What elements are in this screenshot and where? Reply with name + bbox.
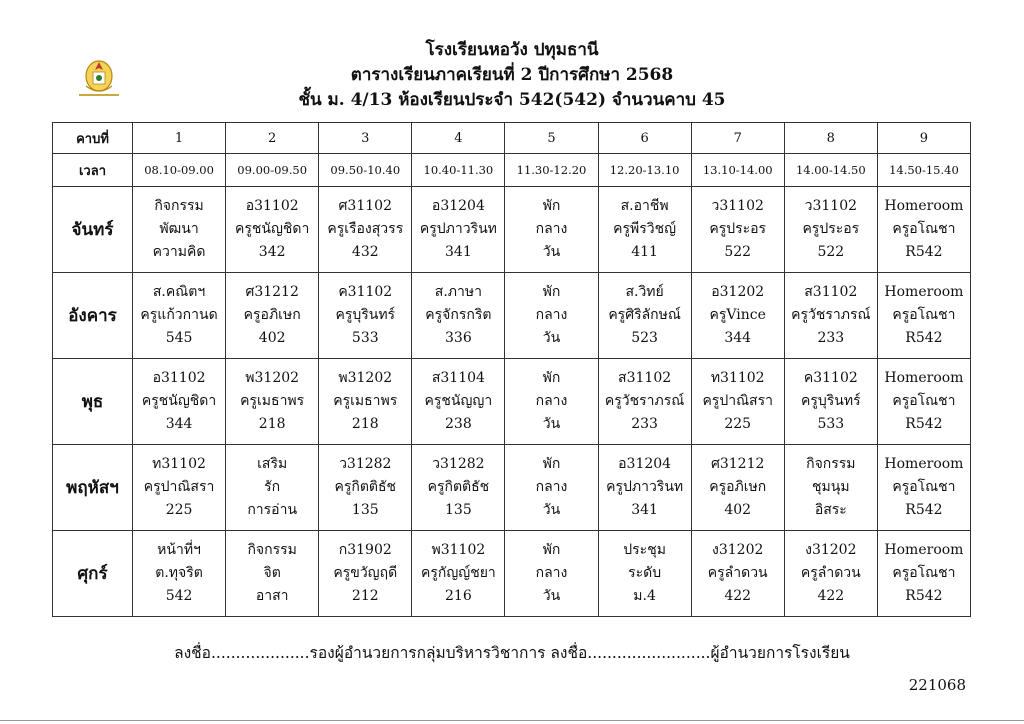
cell-line: ครูกิตติธัช (334, 479, 397, 495)
schedule-cell (412, 273, 505, 359)
period-label: คาบที่ (53, 123, 133, 154)
time-row (53, 154, 971, 187)
cell-line: อ31202 (711, 284, 765, 300)
cell-line: ครูลำดวน (707, 565, 768, 581)
schedule-cell (784, 187, 877, 273)
schedule-cell (505, 531, 598, 617)
schedule-cell (412, 445, 505, 531)
cell-line: กลาง (535, 565, 568, 581)
cell-line: Homeroom (884, 456, 964, 472)
schedule-cell (598, 187, 691, 273)
cell-line: 542 (165, 588, 193, 604)
cell-line: ครูจักรกริต (425, 307, 492, 323)
schedule-cell (133, 531, 226, 617)
cell-line: พัก (542, 370, 561, 386)
cell-line: พัก (542, 198, 561, 214)
period-time: 11.30-12.20 (505, 154, 598, 187)
schedule-cell (319, 273, 412, 359)
day-row (53, 273, 971, 359)
cell-line: ครูอโณชา (892, 393, 956, 409)
cell-line: ครูประอร (802, 221, 860, 237)
cell-line: ครูประอร (709, 221, 767, 237)
cell-line: วัน (542, 588, 561, 604)
cell-line: 342 (258, 244, 286, 260)
period-time: 09.00-09.50 (226, 154, 319, 187)
cell-line: R542 (905, 588, 943, 604)
cell-line: ครูบุรินทร์ (335, 307, 396, 323)
cell-line: พ31202 (245, 370, 300, 386)
schedule-cell (505, 273, 598, 359)
cell-line: ครูอโณชา (892, 221, 956, 237)
cell-line: การอ่าน (247, 502, 298, 518)
cell-line: กลาง (535, 479, 568, 495)
cell-line: 135 (351, 502, 379, 518)
cell-line: อิสระ (814, 502, 847, 518)
cell-line: ว31102 (804, 198, 858, 214)
cell-line: พัก (542, 542, 561, 558)
day-name: จันทร์ (53, 187, 133, 273)
schedule-cell (691, 445, 784, 531)
schedule-cell (505, 445, 598, 531)
schedule-cell (319, 445, 412, 531)
period-number: 7 (691, 123, 784, 154)
cell-line: กิจกรรม (247, 542, 297, 558)
cell-line: ว31282 (432, 456, 485, 472)
cell-line: 402 (724, 502, 752, 518)
schedule-cell (877, 187, 970, 273)
cell-line: ครูอโณชา (892, 307, 956, 323)
cell-line: 233 (817, 330, 845, 346)
cell-line: Homeroom (884, 542, 964, 558)
cell-line: วัน (542, 502, 561, 518)
period-time: 10.40-11.30 (412, 154, 505, 187)
cell-line: อ31102 (152, 370, 206, 386)
cell-line: ส.ภาษา (434, 284, 482, 300)
cell-line: ว31282 (339, 456, 392, 472)
cell-line: 522 (817, 244, 845, 260)
schedule-cell (691, 187, 784, 273)
schedule-cell (877, 359, 970, 445)
cell-line: ครูพีรวิชญ์ (613, 221, 677, 237)
page-bottom-divider (0, 720, 1024, 721)
term-title: ตารางเรียนภาคเรียนที่ 2 ปีการศึกษา 2568 (350, 65, 674, 85)
schedule-cell (226, 187, 319, 273)
cell-line: ครูวัชราภรณ์ (791, 307, 871, 323)
cell-line: 341 (445, 244, 472, 260)
schedule-cell (319, 531, 412, 617)
cell-line: รัก (264, 479, 281, 495)
cell-line: ศ31212 (710, 456, 765, 472)
cell-line: R542 (905, 416, 943, 432)
cell-line: จิต (263, 565, 281, 581)
cell-line: วัน (542, 244, 561, 260)
cell-line: ครูกัญญ์ชยา (420, 565, 496, 581)
cell-line: ครูVince (709, 307, 766, 323)
schedule-cell (877, 273, 970, 359)
cell-line: ครูชนัญญา (424, 393, 493, 409)
schedule-cell (226, 531, 319, 617)
cell-line: พ31102 (431, 542, 486, 558)
cell-line: ง31202 (805, 542, 857, 558)
cell-line: 135 (445, 502, 472, 518)
schedule-cell (412, 531, 505, 617)
day-row (53, 531, 971, 617)
schedule-cell (319, 187, 412, 273)
cell-line: 411 (631, 244, 658, 260)
cell-line: ครูลำดวน (800, 565, 861, 581)
cell-line: 523 (631, 330, 658, 346)
schedule-cell (133, 187, 226, 273)
cell-line: ศ31102 (338, 198, 392, 214)
cell-line: ชุมนุม (812, 479, 850, 495)
school-name: โรงเรียนหอวัง ปทุมธานี (425, 40, 599, 60)
period-number: 6 (598, 123, 691, 154)
cell-line: Homeroom (884, 198, 964, 214)
cell-line: ความคิด (152, 244, 206, 260)
cell-line: ส31102 (618, 370, 672, 386)
document-header (0, 38, 1024, 113)
cell-line: 432 (351, 244, 379, 260)
schedule-cell (598, 273, 691, 359)
cell-line: 233 (631, 416, 658, 432)
cell-line: R542 (905, 502, 943, 518)
cell-line: พ31202 (338, 370, 393, 386)
schedule-cell (133, 359, 226, 445)
cell-line: ส.วิทย์ (625, 284, 664, 300)
cell-line: ครูปภาวรินท (606, 479, 684, 495)
cell-line: ครูขวัญฤดี (333, 565, 398, 581)
cell-line: 336 (445, 330, 472, 346)
cell-line: R542 (905, 244, 943, 260)
cell-line: 545 (165, 330, 193, 346)
class-schedule-table (52, 122, 971, 617)
cell-line: กิจกรรม (154, 198, 204, 214)
cell-line: อ31102 (245, 198, 299, 214)
schedule-cell (784, 531, 877, 617)
schedule-cell (319, 359, 412, 445)
day-row (53, 359, 971, 445)
cell-line: 341 (631, 502, 658, 518)
cell-line: อ31204 (431, 198, 485, 214)
schedule-cell (691, 273, 784, 359)
cell-line: กลาง (535, 221, 568, 237)
day-name: ศุกร์ (53, 531, 133, 617)
schedule-cell (133, 273, 226, 359)
cell-line: 522 (724, 244, 752, 260)
schedule-cell (598, 531, 691, 617)
cell-line: 225 (724, 416, 752, 432)
cell-line: ท31102 (152, 456, 206, 472)
period-time: 08.10-09.00 (133, 154, 226, 187)
cell-line: อาสา (255, 588, 289, 604)
cell-line: 225 (165, 502, 193, 518)
period-number: 8 (784, 123, 877, 154)
cell-line: 238 (445, 416, 472, 432)
period-number: 1 (133, 123, 226, 154)
cell-line: 344 (165, 416, 193, 432)
cell-line: ม.4 (633, 588, 656, 604)
cell-line: ครูปภาวรินท (419, 221, 497, 237)
day-row (53, 187, 971, 273)
cell-line: ครูแก้วกานด (140, 307, 218, 323)
cell-line: อ31204 (618, 456, 672, 472)
time-label: เวลา (53, 154, 133, 187)
cell-line: ครูกิตติธัช (427, 479, 490, 495)
cell-line: ครูอโณชา (892, 565, 956, 581)
cell-line: 402 (258, 330, 286, 346)
cell-line: Homeroom (884, 370, 964, 386)
cell-line: 344 (724, 330, 752, 346)
day-name: พุธ (53, 359, 133, 445)
cell-line: ส.อาชีพ (620, 198, 669, 214)
cell-line: ส31102 (804, 284, 858, 300)
cell-line: 218 (351, 416, 379, 432)
cell-line: ส.คณิตฯ (152, 284, 206, 300)
cell-line: ครูวัชราภรณ์ (604, 393, 685, 409)
cell-line: ค31102 (803, 370, 858, 386)
class-info: ชั้น ม. 4/13 ห้องเรียนประจำ 542(542) จำนวนคาบ 45 (298, 90, 726, 110)
cell-line: ท31102 (710, 370, 765, 386)
day-name: อังคาร (53, 273, 133, 359)
cell-line: ครูชนัญชิดา (234, 221, 310, 237)
cell-line: ประชุม (623, 542, 666, 558)
cell-line: วัน (542, 330, 561, 346)
schedule-cell (691, 531, 784, 617)
cell-line: ง31202 (712, 542, 764, 558)
day-name: พฤหัสฯ (53, 445, 133, 531)
schedule-cell (505, 359, 598, 445)
cell-line: Homeroom (884, 284, 964, 300)
cell-line: เสริม (257, 456, 288, 472)
cell-line: ส31104 (431, 370, 485, 386)
schedule-cell (226, 273, 319, 359)
cell-line: 212 (351, 588, 379, 604)
cell-line: พัก (542, 456, 561, 472)
cell-line: 218 (258, 416, 286, 432)
period-time: 14.00-14.50 (784, 154, 877, 187)
day-row (53, 445, 971, 531)
cell-line: ก31902 (338, 542, 392, 558)
cell-line: ครูชนัญชิดา (141, 393, 217, 409)
period-number: 3 (319, 123, 412, 154)
cell-line: พัฒนา (159, 221, 199, 237)
cell-line: วัน (542, 416, 561, 432)
cell-line: 533 (817, 416, 845, 432)
period-time: 14.50-15.40 (877, 154, 970, 187)
schedule-cell (412, 187, 505, 273)
schedule-cell (226, 359, 319, 445)
cell-line: กิจกรรม (806, 456, 856, 472)
cell-line: ครูอภิเษก (243, 307, 301, 323)
schedule-cell (784, 445, 877, 531)
period-time: 13.10-14.00 (691, 154, 784, 187)
period-time: 12.20-13.10 (598, 154, 691, 187)
schedule-cell (877, 531, 970, 617)
schedule-cell (877, 445, 970, 531)
cell-line: ต.ทุจริต (155, 565, 203, 581)
cell-line: 216 (445, 588, 472, 604)
period-number: 5 (505, 123, 598, 154)
cell-line: หน้าที่ฯ (157, 542, 201, 558)
cell-line: ครูอโณชา (892, 479, 956, 495)
cell-line: ครูเรืองสุวรร (327, 221, 404, 237)
cell-line: ว31102 (711, 198, 764, 214)
schedule-cell (784, 273, 877, 359)
period-header-row (53, 123, 971, 154)
cell-line: ครูเมธาพร (240, 393, 305, 409)
cell-line: 422 (724, 588, 752, 604)
cell-line: 533 (351, 330, 379, 346)
cell-line: R542 (905, 330, 943, 346)
cell-line: ครูศิริลักษณ์ (608, 307, 681, 323)
cell-line: กลาง (535, 393, 568, 409)
cell-line: ครูอภิเษก (709, 479, 767, 495)
period-time: 09.50-10.40 (319, 154, 412, 187)
cell-line: ครูปาณิสรา (702, 393, 773, 409)
schedule-cell (784, 359, 877, 445)
period-number: 2 (226, 123, 319, 154)
schedule-cell (598, 359, 691, 445)
schedule-cell (226, 445, 319, 531)
cell-line: ศ31212 (245, 284, 299, 300)
cell-line: ครูปาณิสรา (143, 479, 215, 495)
cell-line: ค31102 (338, 284, 393, 300)
cell-line: ครูเมธาพร (333, 393, 398, 409)
cell-line: พัก (542, 284, 561, 300)
period-number: 4 (412, 123, 505, 154)
period-number: 9 (877, 123, 970, 154)
schedule-cell (505, 187, 598, 273)
cell-line: ระดับ (628, 565, 662, 581)
signature-line: ลงชื่อ....................รองผู้อำนวยการกลุ่มบริหารวิชาการ ลงชื่อ.........................ผู้อำนวยการโรงเรียน (174, 644, 850, 662)
cell-line: กลาง (535, 307, 568, 323)
schedule-cell (691, 359, 784, 445)
schedule-cell (598, 445, 691, 531)
cell-line: 422 (817, 588, 845, 604)
schedule-cell (412, 359, 505, 445)
cell-line: ครูบุรินทร์ (801, 393, 861, 409)
schedule-cell (133, 445, 226, 531)
document-code: 221068 (908, 676, 966, 694)
